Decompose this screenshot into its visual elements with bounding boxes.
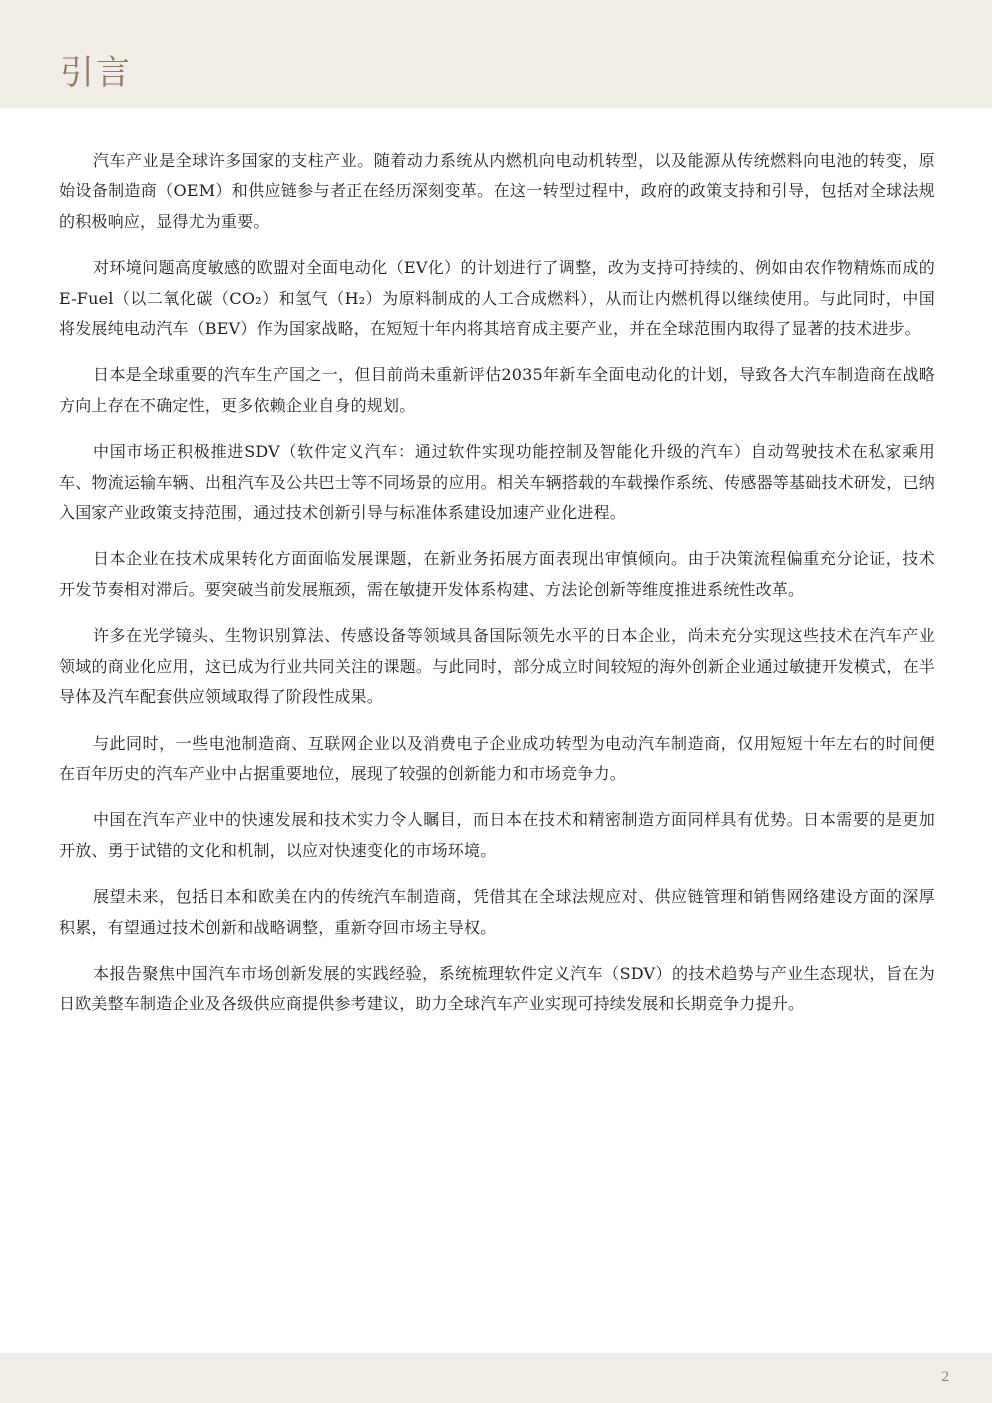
paragraph-5: 日本企业在技术成果转化方面面临发展课题，在新业务拓展方面表现出审慎倾向。由于决策流程偏重充分论证，技术开发节奏相对滞后。要突破当前发展瓶颈，需在敏捷开发体系构建、方法论创新等维度推进系统性改革。 [59, 549, 935, 599]
footer-band [0, 1353, 992, 1403]
page-number: 2 [941, 1369, 949, 1385]
paragraph-2: 对环境问题高度敏感的欧盟对全面电动化（EV化）的计划进行了调整，改为支持可持续的、例如由农作物精炼而成的E-Fuel（以二氧化碳（CO₂）和氢气（H₂）为原料制成的人工合成燃料），从而让内燃机得以继续使用。与此同时，中国将发展纯电动汽车（BEV）作为国家战略，在短短十年内将其培育成主要产业，并在全球范围内取得了显著的技术进步。 [59, 258, 935, 339]
paragraph-6: 许多在光学镜头、生物识别算法、传感设备等领域具备国际领先水平的日本企业，尚未充分实现这些技术在汽车产业领域的商业化应用，这已成为行业共同关注的课题。与此同时，部分成立时间较短的海外创新企业通过敏捷开发模式，在半导体及汽车配套供应领域取得了阶段性成果。 [59, 626, 935, 707]
header-band [0, 0, 992, 108]
paragraph-9: 展望未来，包括日本和欧美在内的传统汽车制造商，凭借其在全球法规应对、供应链管理和销售网络建设方面的深厚积累，有望通过技术创新和战略调整，重新夺回市场主导权。 [59, 887, 935, 937]
paragraph-10: 本报告聚焦中国汽车市场创新发展的实践经验，系统梳理软件定义汽车（SDV）的技术趋势与产业生态现状，旨在为日欧美整车制造企业及各级供应商提供参考建议，助力全球汽车产业实现可持续发展和长期竞争力提升。 [59, 963, 935, 1014]
paragraph-7: 与此同时，一些电池制造商、互联网企业以及消费电子企业成功转型为电动汽车制造商，仅用短短十年左右的时间便在百年历史的汽车产业中占据重要地位，展现了较强的创新能力和市场竞争力。 [59, 733, 935, 783]
page-title: 引言 [60, 53, 132, 93]
paragraph-3: 日本是全球重要的汽车生产国之一，但目前尚未重新评估2035年新车全面电动化的计划，导致各大汽车制造商在战略方向上存在不确定性，更多依赖企业自身的规划。 [59, 365, 935, 415]
paragraph-8: 中国在汽车产业中的快速发展和技术实力令人瞩目，而日本在技术和精密制造方面同样具有优势。日本需要的是更加开放、勇于试错的文化和机制，以应对快速变化的市场环境。 [59, 810, 935, 860]
paragraph-1: 汽车产业是全球许多国家的支柱产业。随着动力系统从内燃机向电动机转型，以及能源从传统燃料向电池的转变，原始设备制造商（OEM）和供应链参与者正在经历深刻变革。在这一转型过程中，政府的政策支持和引导，包括对全球法规的积极响应，显得尤为重要。 [59, 151, 935, 231]
body-text [59, 146, 935, 1036]
paragraph-4: 中国市场正积极推进SDV（软件定义汽车：通过软件实现功能控制及智能化升级的汽车）自动驾驶技术在私家乘用车、物流运输车辆、出租汽车及公共巴士等不同场景的应用。相关车辆搭载的车载操作系统、传感器等基础技术研发，已纳入国家产业政策支持范围，通过技术创新引导与标准体系建设加速产业化进程。 [59, 442, 935, 523]
